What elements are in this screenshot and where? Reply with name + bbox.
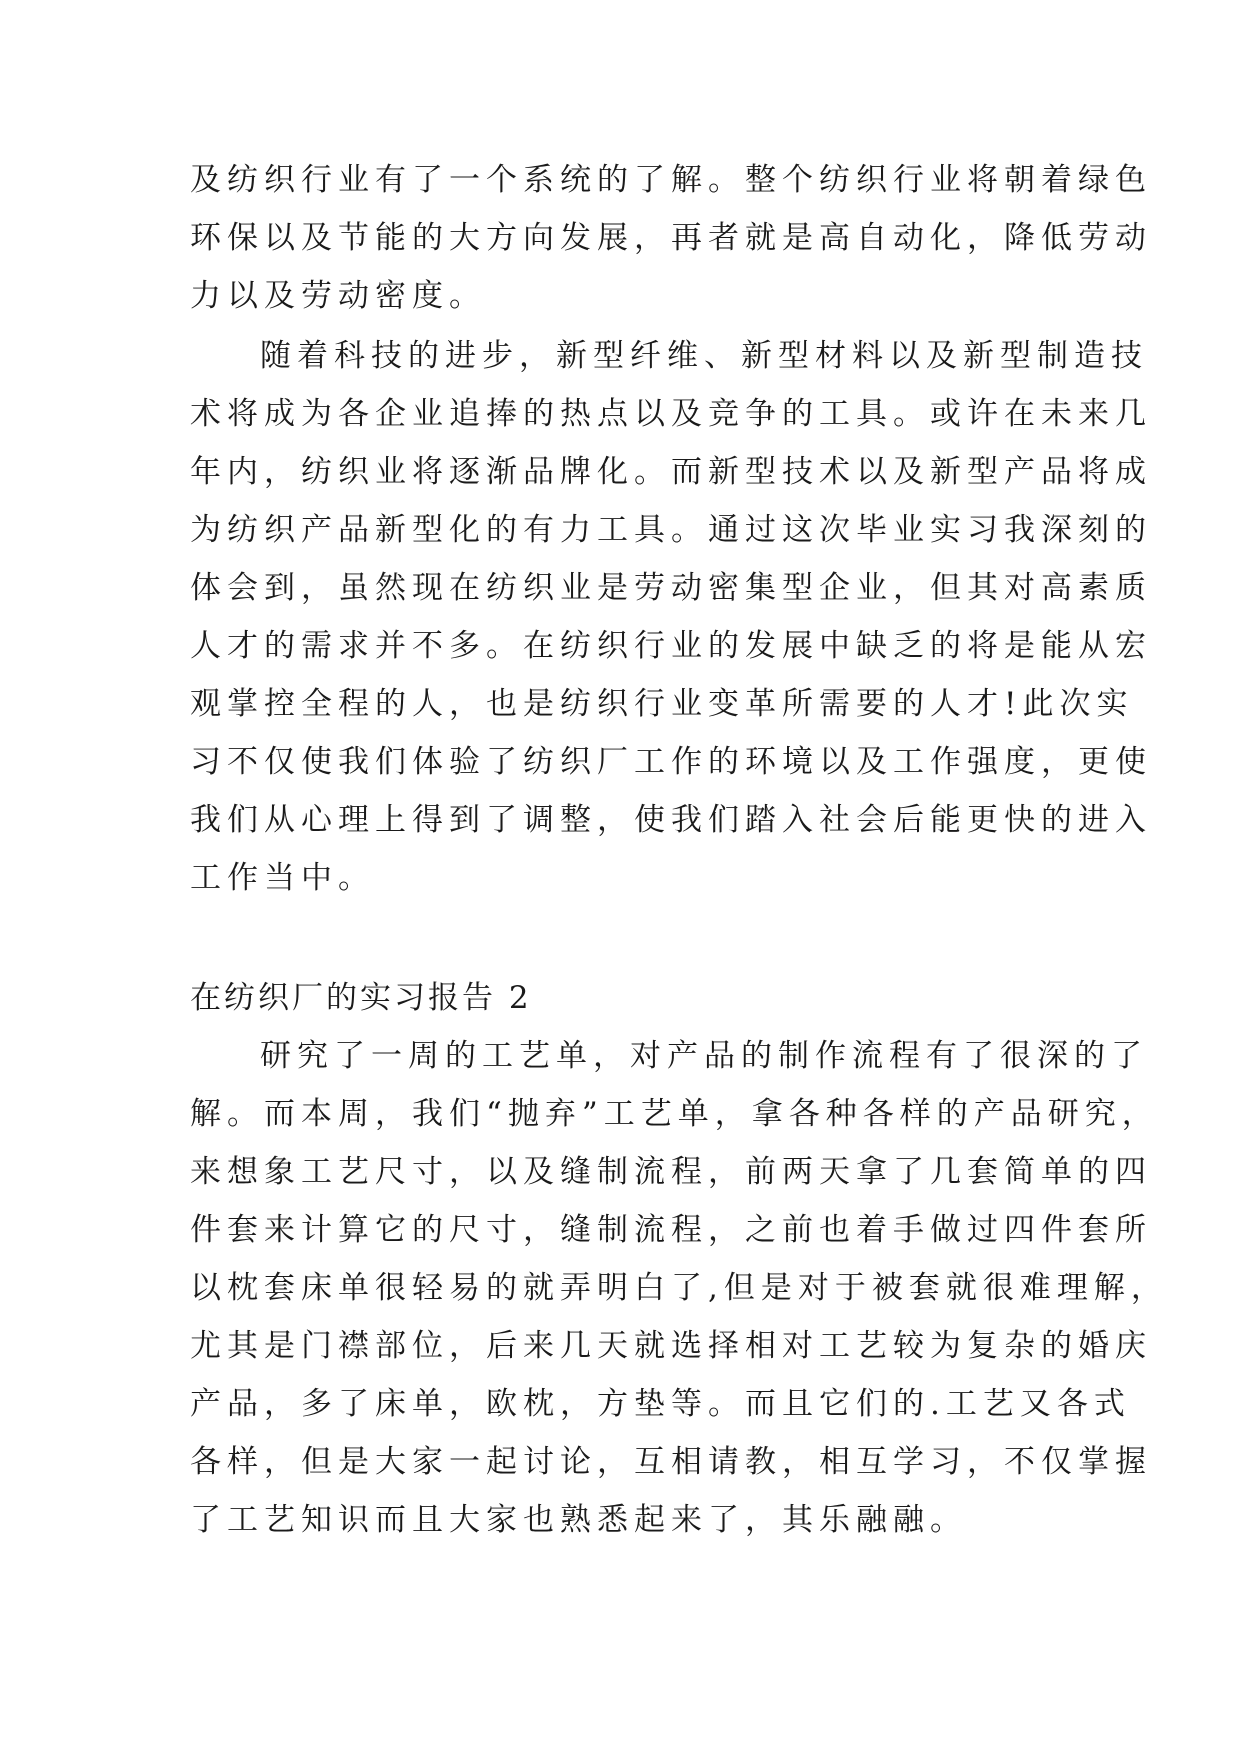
paragraph-2 — [190, 327, 1152, 907]
paragraph-line: 术将成为各企业追捧的热点以及竞争的工具。或许在未来几 — [190, 396, 1152, 432]
paragraph-line: 了工艺知识而且大家也熟悉起来了，其乐融融。 — [190, 1502, 967, 1538]
paragraph-line: 工作当中。 — [190, 860, 375, 896]
paragraph-line: 习不仅使我们体验了纺织厂工作的环境以及工作强度，更使 — [190, 744, 1152, 780]
paragraph-line: 来想象工艺尺寸，以及缝制流程，前两天拿了几套简单的四 — [190, 1154, 1152, 1190]
paragraph-line: 及纺织行业有了一个系统的了解。整个纺织行业将朝着绿色 — [190, 162, 1152, 198]
paragraph-line: 我们从心理上得到了调整，使我们踏入社会后能更快的进入 — [190, 802, 1152, 838]
paragraph-line: 件套来计算它的尺寸，缝制流程，之前也着手做过四件套所 — [190, 1212, 1152, 1248]
paragraph-line: 随着科技的进步，新型纤维、新型材料以及新型制造技 — [260, 338, 1148, 374]
paragraph-line: 为纺织产品新型化的有力工具。通过这次毕业实习我深刻的 — [190, 512, 1152, 548]
section-heading: 在纺织厂的实习报告 2 — [190, 980, 532, 1016]
paragraph-line: 年内，纺织业将逐渐品牌化。而新型技术以及新型产品将成 — [190, 454, 1152, 490]
paragraph-line: 体会到，虽然现在纺织业是劳动密集型企业，但其对高素质 — [190, 570, 1152, 606]
paragraph-1 — [190, 151, 1152, 325]
paragraph-line: 各样，但是大家一起讨论，互相请教，相互学习，不仅掌握 — [190, 1444, 1152, 1480]
paragraph-line: 尤其是门襟部位，后来几天就选择相对工艺较为复杂的婚庆 — [190, 1328, 1152, 1364]
paragraph-line: 产品，多了床单，欧枕，方垫等。而且它们的.工艺又各式 — [190, 1386, 1131, 1422]
paragraph-line: 力以及劳动密度。 — [190, 278, 486, 314]
paragraph-line: 环保以及节能的大方向发展，再者就是高自动化，降低劳动 — [190, 220, 1152, 256]
paragraph-line: 研究了一周的工艺单，对产品的制作流程有了很深的了 — [260, 1038, 1148, 1074]
paragraph-line: 解。而本周，我们“抛弃”工艺单，拿各种各样的产品研究， — [190, 1096, 1159, 1132]
paragraph-line: 观掌控全程的人，也是纺织行业变革所需要的人才!此次实 — [190, 686, 1134, 722]
paragraph-3 — [190, 1027, 1168, 1549]
paragraph-line: 人才的需求并不多。在纺织行业的发展中缺乏的将是能从宏 — [190, 628, 1152, 664]
paragraph-line: 以枕套床单很轻易的就弄明白了,但是对于被套就很难理解， — [190, 1270, 1168, 1306]
